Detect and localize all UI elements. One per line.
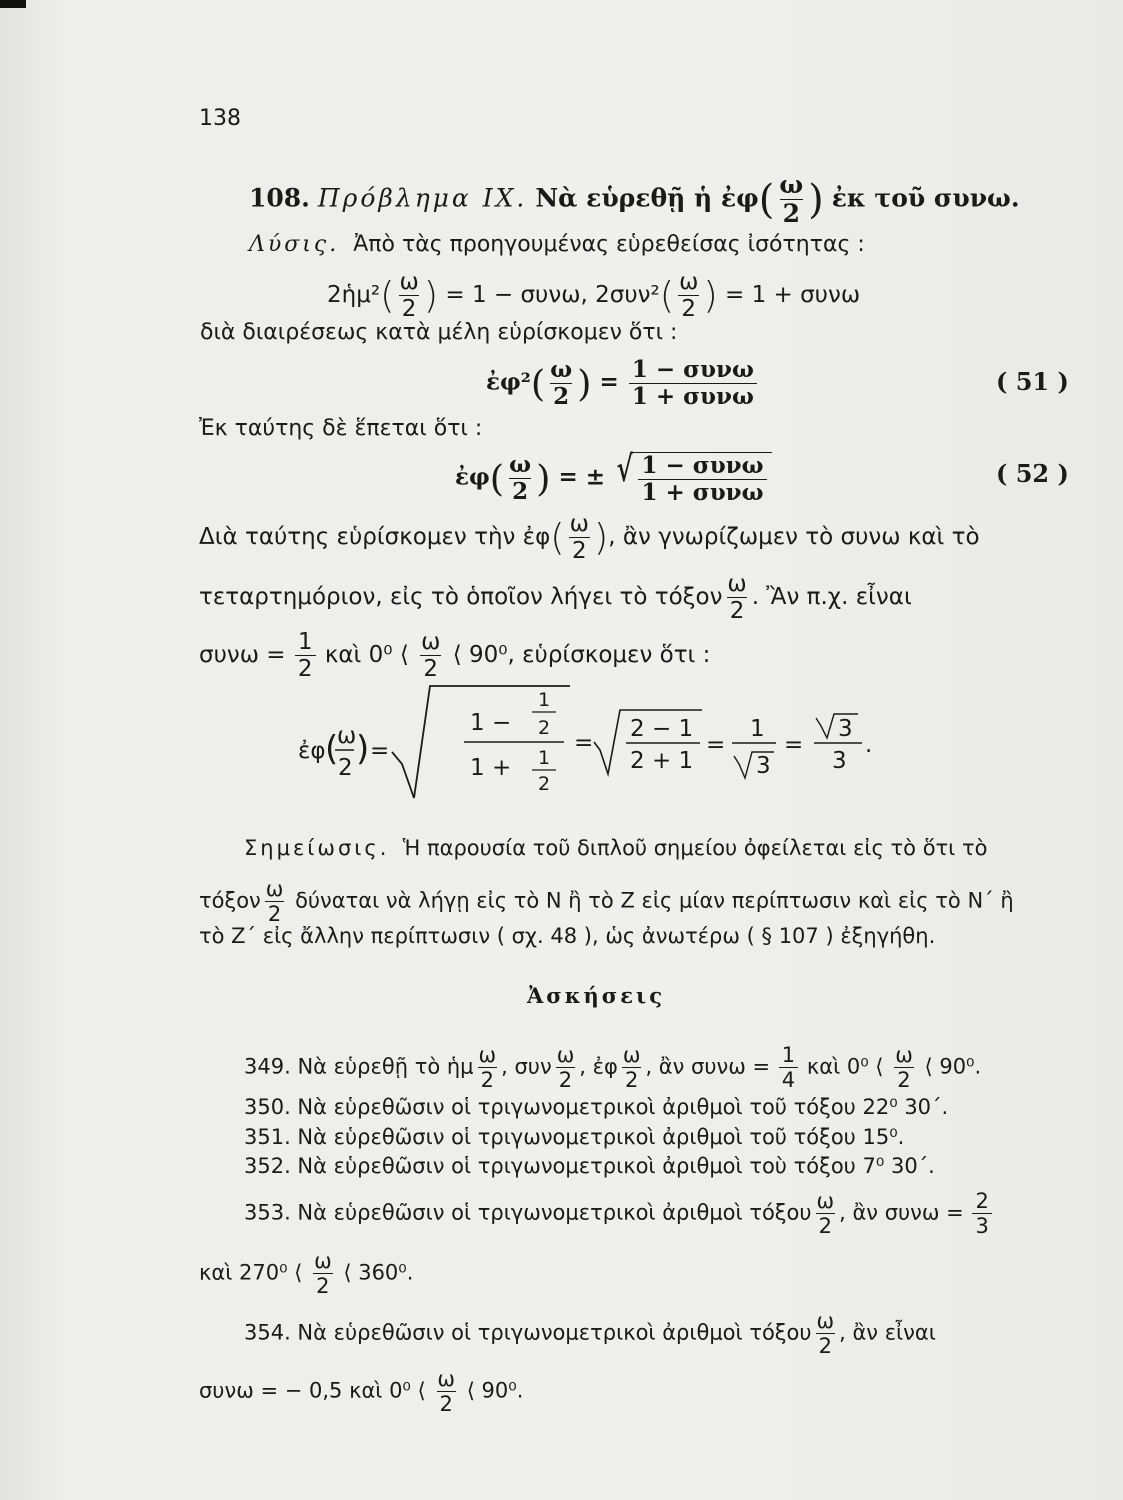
note-label: Σημείωσις. xyxy=(244,836,390,860)
note-line2 xyxy=(199,878,1014,925)
ex-equals-4: = xyxy=(784,732,804,758)
solution-label: Λύσις. xyxy=(249,232,340,257)
e353-f3-den: 2 xyxy=(313,1273,332,1297)
e353-f1-den: 2 xyxy=(816,1213,835,1237)
solution-intro-line xyxy=(249,234,865,256)
exercise-352: 352. Νὰ εὑρεθῶσιν οἱ τριγωνομετρικοὶ ἀριθμοὶ τοὺ τόξου 7⁰ 30΄. xyxy=(244,1154,935,1178)
note-frac-den: 2 xyxy=(265,901,284,925)
equation-52-tag: ( 52 ) xyxy=(996,459,1069,488)
eq52-left: ἐφ xyxy=(455,463,490,491)
eq51-arg-den: 2 xyxy=(550,383,572,409)
para1-b: , ἂν γνωρίζωμεν τὸ συνω καὶ τὸ xyxy=(608,524,980,551)
ex-half-den-bottom: 2 xyxy=(538,773,551,795)
e349-f4-num: 1 xyxy=(781,1043,796,1067)
eq1-b-den: 2 xyxy=(678,295,699,321)
section-title: 108. Πρόβλημα ΙΧ. Νὰ εὑρεθῇ ἡ ἐφ( $\frac{\omega}{2}$ ) ἐκ τοῦ συνω. xyxy=(249,170,1020,229)
e354-b: , ἂν εἶναι xyxy=(839,1320,936,1345)
para2-b: . Ἂν π.χ. εἶναι xyxy=(751,584,912,611)
e353-f2-den: 3 xyxy=(972,1213,991,1237)
ex-period: . xyxy=(865,732,873,758)
para3-frac-den: 2 xyxy=(295,655,316,681)
ex-num-small: 2 − 1 xyxy=(630,716,694,742)
exercise-351: 351. Νὰ εὑρεθῶσιν οἱ τριγωνομετρικοὶ ἀριθμοὶ τοῦ τόξου 15⁰. xyxy=(244,1125,905,1149)
eq51-den: 1 + συνω xyxy=(629,383,757,409)
solution-text-divide: διὰ διαιρέσεως κατὰ μέλη εὑρίσκομεν ὅτι : xyxy=(200,320,678,345)
e354-f2-den: 2 xyxy=(437,1391,456,1415)
ex-left: ἐφ xyxy=(298,738,326,764)
worked-example-equation xyxy=(280,680,920,800)
ex-frac4-num: 3 xyxy=(838,716,853,742)
equation-51-tag: ( 51 ) xyxy=(996,367,1069,396)
e354-d: ⟨ 90⁰. xyxy=(466,1378,524,1403)
ex-frac4-den: 3 xyxy=(832,748,847,774)
ex-equals-2: = xyxy=(574,730,594,756)
exercise-354 xyxy=(244,1310,936,1357)
equation-51: ἐφ²( $\frac{\omega}{2}$ ) = $\frac{\text{1 − συνω}}{\text{1 + συνω}}$ xyxy=(486,358,759,409)
note-line1 xyxy=(244,838,987,859)
exercise-353 xyxy=(244,1190,994,1237)
e349-num: 349. xyxy=(244,1054,291,1079)
e349-f5-num: ω xyxy=(895,1043,913,1067)
note-line2-b: δύναται νὰ λήγῃ εἰς τὸ Ν ἢ τὸ Ζ εἰς μίαν περίπτωσιν καὶ εἰς τὸ Ν΄ ἢ xyxy=(295,888,1014,913)
para3-b: καὶ 0⁰ ⟨ xyxy=(324,642,409,669)
solution-paragraph-line1: Διὰ ταύτης εὑρίσκομεν τὴν ἐφ( $\frac{\omega}{2}$ ), ἂν γνωρίζωμεν τὸ συνω καὶ τὸ xyxy=(199,511,980,565)
title-frac-den: 2 xyxy=(780,199,803,227)
ex-half-den-top: 2 xyxy=(538,717,551,739)
ex-half-num-bottom: 1 xyxy=(538,747,551,769)
eq1-b-right: = 1 + συνω xyxy=(725,282,861,309)
e349-f5-den: 2 xyxy=(894,1067,913,1091)
solution-paragraph-line2 xyxy=(199,572,912,623)
eq1-b-num: ω xyxy=(679,269,699,295)
eq52-den: 1 + συνω xyxy=(638,479,766,505)
para1-num: ω xyxy=(569,511,589,537)
para2-num: ω xyxy=(727,571,747,597)
e349-e: καὶ 0⁰ ⟨ xyxy=(806,1054,884,1079)
e349-f3-den: 2 xyxy=(622,1067,641,1091)
eq52-arg-num: ω xyxy=(509,451,532,478)
para3-omega-num: ω xyxy=(421,629,441,655)
e353-f1-num: ω xyxy=(816,1189,835,1213)
e353-b: , ἂν συνω = xyxy=(839,1200,964,1225)
eq52-plus-minus: = ± xyxy=(558,463,605,491)
eq1-a-left: 2ἡμ² xyxy=(327,282,381,309)
e349-f2-num: ω xyxy=(556,1043,575,1067)
e353-f2-num: 2 xyxy=(975,1189,989,1213)
para1-den: 2 xyxy=(569,537,590,563)
scan-edge-mark xyxy=(0,0,26,8)
eq51-num: 1 − συνω xyxy=(631,356,754,383)
e349-c: , ἐφ xyxy=(579,1054,618,1079)
para3-a: συνω = xyxy=(199,642,286,669)
ex-close-paren: ) xyxy=(356,729,370,769)
e353-c: καὶ 270⁰ ⟨ xyxy=(199,1260,303,1285)
note-frac-num: ω xyxy=(265,877,284,901)
ex-frac3-den: 3 xyxy=(756,753,771,779)
section-number: 108. xyxy=(249,183,310,213)
e353-f3-num: ω xyxy=(314,1249,332,1273)
eq51-arg-num: ω xyxy=(550,356,573,383)
ex-arg-den: 2 xyxy=(338,755,353,781)
eq1-b-left: 2συν² xyxy=(595,282,660,309)
para3-frac-num: 1 xyxy=(297,629,313,655)
ex-open-paren: ( xyxy=(325,729,339,769)
note-text1: Ἡ παρουσία τοῦ διπλοῦ σημείου ὀφείλεται εἰς τὸ ὅτι τὸ xyxy=(402,836,988,860)
eq51-equals: = xyxy=(599,368,619,396)
e354-f1-num: ω xyxy=(816,1309,835,1333)
ex-half-num-top: 1 xyxy=(538,689,551,711)
solution-intro: Ἀπὸ τὰς προηγουμένας εὑρεθείσας ἰσότητας : xyxy=(353,232,865,257)
e353-a: 353. Νὰ εὑρεθῶσιν οἱ τριγωνομετρικοὶ ἀριθμοὶ τόξου xyxy=(244,1200,812,1225)
section-statement-pre: Νὰ εὑρεθῇ ἡ ἐφ xyxy=(535,183,759,213)
section-label: Πρόβλημα ΙΧ. xyxy=(317,183,528,213)
e349-f: ⟨ 90⁰. xyxy=(924,1054,982,1079)
solution-text-follows: Ἐκ ταύτης δὲ ἕπεται ὅτι : xyxy=(199,416,483,441)
exercises-heading: Ἀσκήσεις xyxy=(527,983,665,1008)
ex-arg-num: ω xyxy=(337,723,357,749)
eq52-arg-den: 2 xyxy=(509,478,531,504)
exercise-354-cont xyxy=(199,1368,523,1415)
eq51-left: ἐφ² xyxy=(486,368,531,396)
equation-half-angle: 2ἡμ²( $\frac{\omega}{2}$ ) = 1 − συνω, 2συν²( $\frac{\omega}{2}$ ) = 1 + συνω xyxy=(327,269,861,323)
title-frac-num: ω xyxy=(779,170,804,199)
equation-52: ἐφ( $\frac{\omega}{2}$ ) = ± √ $\frac{\text{1 − συνω}}{\text{1 + συνω}}$ xyxy=(455,452,772,505)
section-statement-post: ἐκ τοῦ συνω. xyxy=(831,183,1020,213)
e354-f1-den: 2 xyxy=(816,1333,835,1357)
para2-den: 2 xyxy=(727,597,748,623)
page-number: 138 xyxy=(199,106,241,131)
para1-a: Διὰ ταύτης εὑρίσκομεν τὴν ἐφ xyxy=(199,524,551,551)
e349-a: Νὰ εὑρεθῇ τὸ ἡμ xyxy=(297,1054,474,1079)
e354-f2-num: ω xyxy=(437,1367,455,1391)
e349-f4-den: 4 xyxy=(779,1067,798,1091)
e354-a: 354. Νὰ εὑρεθῶσιν οἱ τριγωνομετρικοὶ ἀριθμοὶ τόξου xyxy=(244,1320,812,1345)
e349-b: , συν xyxy=(501,1054,552,1079)
e349-f2-den: 2 xyxy=(556,1067,575,1091)
e354-c: συνω = − 0,5 καὶ 0⁰ ⟨ xyxy=(199,1378,426,1403)
exercise-353-cont xyxy=(199,1250,413,1297)
exercise-349 xyxy=(244,1044,981,1091)
exercise-350: 350. Νὰ εὑρεθῶσιν οἱ τριγωνομετρικοὶ ἀριθμοὶ τοῦ τόξου 22⁰ 30΄. xyxy=(244,1095,949,1119)
ex-equals-3: = xyxy=(706,732,726,758)
eq1-a-right: = 1 − συνω, xyxy=(445,282,588,309)
e349-d: , ἂν συνω = xyxy=(645,1054,771,1079)
e349-f1-num: ω xyxy=(478,1043,497,1067)
ex-one-minus: 1 − xyxy=(470,710,512,736)
e349-f3-num: ω xyxy=(622,1043,641,1067)
e349-f1-den: 2 xyxy=(478,1067,497,1091)
ex-frac3-num: 1 xyxy=(750,716,765,742)
ex-den-small: 2 + 1 xyxy=(630,748,694,774)
ex-equals-1: = xyxy=(370,738,390,764)
note-line3: τὸ Ζ΄ εἰς ἄλλην περίπτωσιν ( σχ. 48 ), ὡς ἀνωτέρω ( § 107 ) ἐξηγήθη. xyxy=(199,924,936,948)
eq1-a-num: ω xyxy=(399,269,419,295)
e353-d: ⟨ 360⁰. xyxy=(343,1260,414,1285)
para3-omega-den: 2 xyxy=(420,655,441,681)
note-line2-a: τόξον xyxy=(199,888,261,913)
eq52-num: 1 − συνω xyxy=(641,452,764,479)
eq1-a-den: 2 xyxy=(399,295,420,321)
ex-one-plus: 1 + xyxy=(470,755,512,781)
solution-paragraph-line3 xyxy=(199,630,710,681)
para3-c: ⟨ 90⁰, εὑρίσκομεν ὅτι : xyxy=(452,642,711,669)
para2-a: τεταρτημόριον, εἰς τὸ ὁποῖον λήγει τὸ τόξον xyxy=(199,584,723,611)
